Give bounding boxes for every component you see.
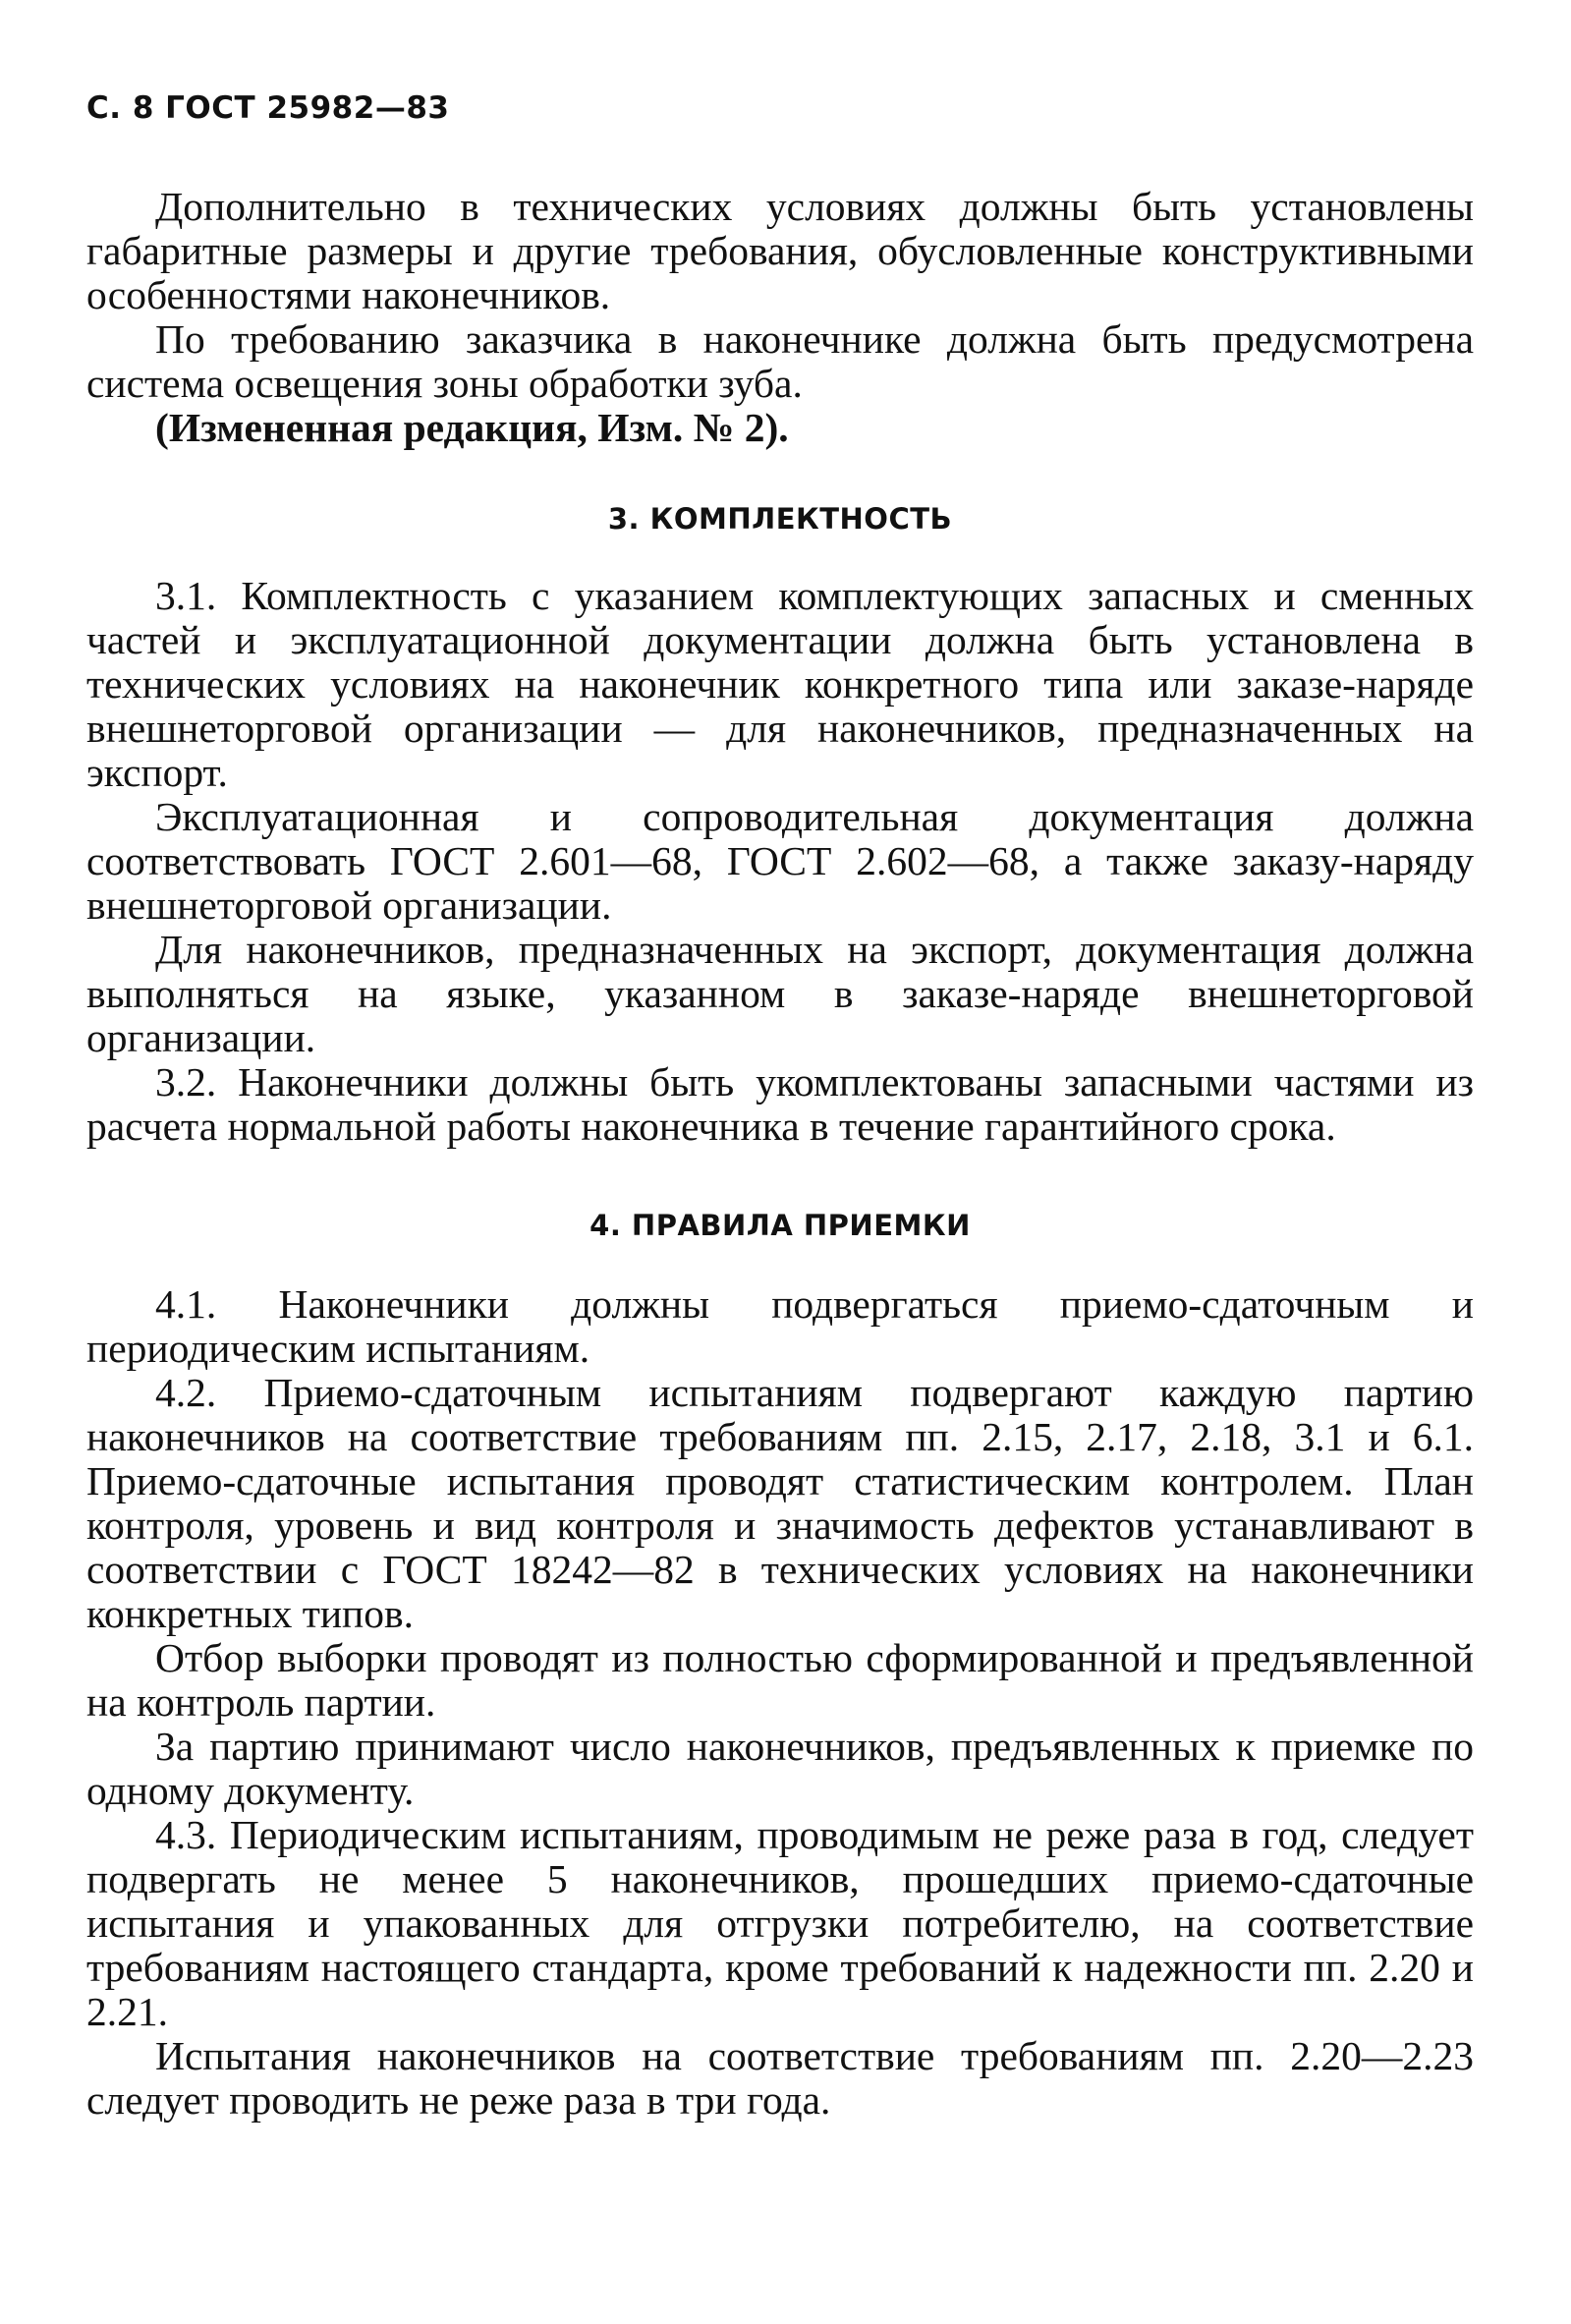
paragraph-dimensions: Дополнительно в технических условиях должны быть установлены габаритные размеры и другие требования, обусловленные конструктивными особенностями наконечников. — [86, 184, 1474, 317]
paragraph-4-2: 4.2. Приемо-сдаточным испытаниям подвергают каждую партию наконечников на соответствие требованиям пп. 2.15, 2.17, 2.18, 3.1 и 6.1. Приемо-сдаточные испытания проводят статистическим контролем. План контроля, уровень и вид контроля и значимость дефектов устанавливают в соответствии с ГОСТ 18242—82 в технических условиях на наконечники конкретных типов. — [86, 1370, 1474, 1636]
amendment-note: (Измененная редакция, Изм. № 2). — [155, 405, 789, 450]
paragraph-3-2: 3.2. Наконечники должны быть укомплектованы запасными частями из расчета нормальной работы наконечника в течение гарантийного срока. — [86, 1059, 1474, 1149]
paragraph-lighting: По требованию заказчика в наконечнике должна быть предусмотрена система освещения зоны обработки зуба. — [86, 316, 1474, 406]
page-header: С. 8 ГОСТ 25982—83 — [86, 90, 450, 126]
section-title-acceptance-rules: 4. ПРАВИЛА ПРИЕМКИ — [589, 1209, 971, 1242]
paragraph-export-language: Для наконечников, предназначенных на экспорт, документация должна выполняться на языке, указанном в заказе-наряде внешнеторговой организации. — [86, 927, 1474, 1060]
document-page — [86, 88, 1474, 2123]
paragraph-periodic-tests: Испытания наконечников на соответствие требованиям пп. 2.20—2.23 следует проводить не реже раза в три года. — [86, 2033, 1474, 2123]
paragraph-4-3: 4.3. Периодическим испытаниям, проводимым не реже раза в год, следует подвергать не менее 5 наконечников, прошедших приемо-сдаточные испытания и упакованных для отгрузки потребителю, на соответствие требованиям настоящего стандарта, кроме требований к надежности пп. 2.20 и 2.21. — [86, 1812, 1474, 2034]
paragraph-sampling: Отбор выборки проводят из полностью сформированной и предъявленной на контроль партии. — [86, 1635, 1474, 1725]
paragraph-4-1: 4.1. Наконечники должны подвергаться приемо-сдаточным и периодическим испытаниям. — [86, 1281, 1474, 1371]
paragraph-batch: За партию принимают число наконечников, предъявленных к приемке по одному документу. — [86, 1724, 1474, 1813]
paragraph-documentation: Эксплуатационная и сопроводительная документация должна соответствовать ГОСТ 2.601—68, ГОСТ 2.602—68, а также заказу-наряду внешнеторговой организации. — [86, 794, 1474, 928]
section-title-completeness: 3. КОМПЛЕКТНОСТЬ — [607, 502, 953, 536]
paragraph-3-1: 3.1. Комплектность с указанием комплектующих запасных и сменных частей и эксплуатационной документации должна быть установлена в технических условиях на наконечник конкретного типа или заказе-наряде внешнеторговой организации — для наконечников, предназначенных на экспорт. — [86, 573, 1474, 795]
